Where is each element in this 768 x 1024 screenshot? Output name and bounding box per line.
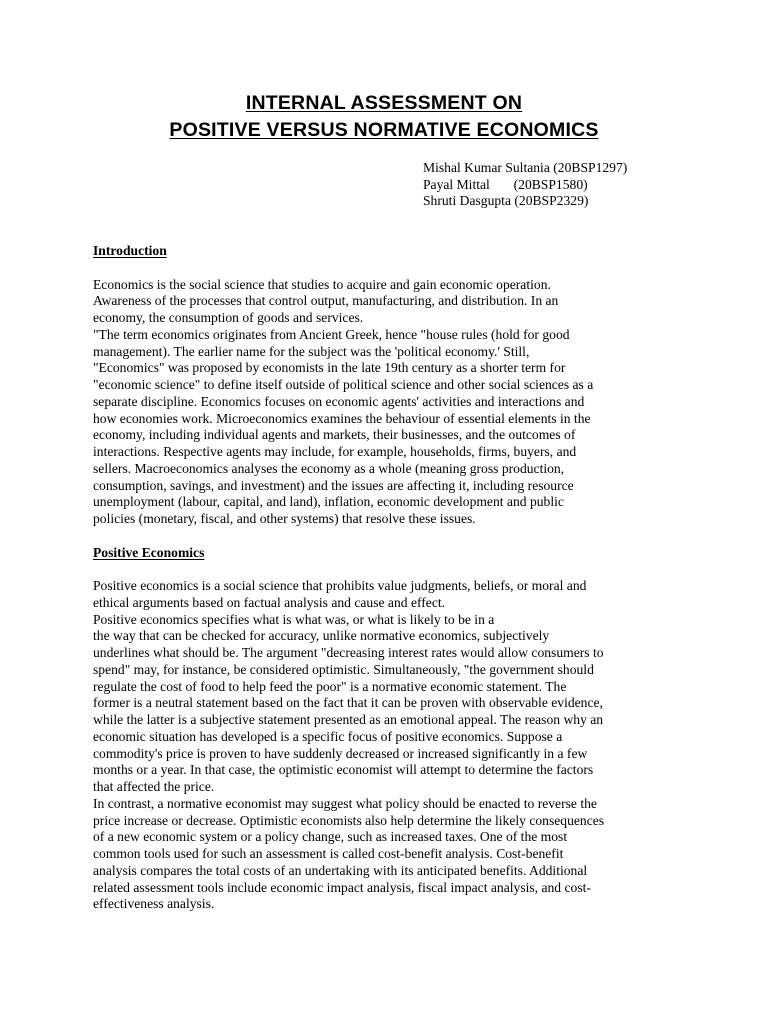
spacer bbox=[93, 528, 713, 545]
text-line: management). The earlier name for the subject was the 'political economy.' Still, bbox=[93, 343, 530, 359]
text-line: economy, the consumption of goods and services. bbox=[93, 310, 364, 325]
text-line: "economic science" to define itself outside of political science and other social sciences as a bbox=[93, 377, 594, 392]
text-line: Positive economics specifies what is what was, or what is likely to be in a bbox=[93, 611, 495, 627]
text-line: policies (monetary, fiscal, and other systems) that resolve these issues. bbox=[93, 511, 476, 526]
text-line: interactions. Respective agents may include, for example, households, firms, buyers, and bbox=[93, 444, 577, 459]
text-line: underlines what should be. The argument "decreasing interest rates would allow consumers to bbox=[93, 645, 604, 660]
text-line: economic situation has developed is a specific focus of positive economics. Suppose a bbox=[93, 728, 563, 744]
text-line: regulate the cost of food to help feed the poor" is a normative economic statement. The bbox=[93, 678, 567, 694]
text-line: Economics is the social science that studies to acquire and gain economic operation. bbox=[93, 276, 551, 292]
introduction-heading: Introduction bbox=[93, 243, 167, 258]
text-line: price increase or decrease. Optimistic economists also help determine the likely consequences bbox=[93, 812, 605, 828]
text-line: unemployment (labour, capital, and land), inflation, economic development and public bbox=[93, 494, 564, 510]
positive-economics-paragraph bbox=[93, 578, 713, 913]
text-line: consumption, savings, and investment) and the issues are affecting it, including resource bbox=[93, 477, 574, 493]
author-2: Payal Mittal (20BSP1580) bbox=[423, 176, 588, 192]
text-line: that affected the price. bbox=[93, 779, 215, 794]
text-line: economy, including individual agents and markets, their businesses, and the outcomes of bbox=[93, 427, 576, 443]
document-title bbox=[0, 90, 768, 144]
spacer bbox=[93, 260, 713, 277]
text-line: "Economics" was proposed by economists in the late 19th century as a shorter term for bbox=[93, 360, 566, 376]
text-line: ethical arguments based on factual analysis and cause and effect. bbox=[93, 594, 446, 610]
text-line: common tools used for such an assessment is called cost-benefit analysis. Cost-benefit bbox=[93, 846, 564, 861]
text-line: effectiveness analysis. bbox=[93, 896, 215, 912]
text-line: "The term economics originates from Ancient Greek, hence "house rules (hold for good bbox=[93, 326, 570, 342]
text-line: separate discipline. Economics focuses on economic agents' activities and interactions and bbox=[93, 393, 585, 409]
text-line: the way that can be checked for accuracy, unlike normative economics, subjectively bbox=[93, 628, 550, 644]
text-line: how economies work. Microeconomics examines the behaviour of essential elements in the bbox=[93, 410, 591, 426]
title-line-2: POSITIVE VERSUS NORMATIVE ECONOMICS bbox=[169, 119, 599, 141]
text-line: commodity's price is proven to have suddenly decreased or increased significantly in a few bbox=[93, 745, 588, 761]
positive-economics-heading: Positive Economics bbox=[93, 544, 205, 560]
author-list bbox=[423, 160, 627, 210]
introduction-paragraph bbox=[93, 277, 713, 528]
title-line-1: INTERNAL ASSESSMENT ON bbox=[245, 92, 523, 114]
document-body bbox=[93, 243, 713, 913]
text-line: former is a neutral statement based on the fact that it can be proven with observable evidence, bbox=[93, 695, 603, 711]
text-line: while the latter is a subjective statement presented as an emotional appeal. The reason why an bbox=[93, 712, 604, 727]
author-3: Shruti Dasgupta (20BSP2329) bbox=[423, 193, 589, 208]
text-line: months or a year. In that case, the optimistic economist will attempt to determine the factors bbox=[93, 762, 594, 778]
text-line: In contrast, a normative economist may suggest what policy should be enacted to reverse the bbox=[93, 795, 597, 811]
spacer bbox=[93, 561, 713, 578]
text-line: sellers. Macroeconomics analyses the economy as a whole (meaning gross production, bbox=[93, 460, 565, 476]
text-line: Awareness of the processes that control output, manufacturing, and distribution. In an bbox=[93, 293, 559, 309]
text-line: analysis compares the total costs of an undertaking with its anticipated benefits. Additional bbox=[93, 862, 588, 878]
text-line: of a new economic system or a policy change, such as increased taxes. One of the most bbox=[93, 829, 568, 845]
author-1: Mishal Kumar Sultania (20BSP1297) bbox=[423, 160, 628, 175]
text-line: Positive economics is a social science that prohibits value judgments, beliefs, or moral and bbox=[93, 578, 587, 593]
text-line: spend" may, for instance, be considered optimistic. Simultaneously, "the government should bbox=[93, 661, 594, 677]
text-line: related assessment tools include economic impact analysis, fiscal impact analysis, and cost- bbox=[93, 879, 591, 895]
